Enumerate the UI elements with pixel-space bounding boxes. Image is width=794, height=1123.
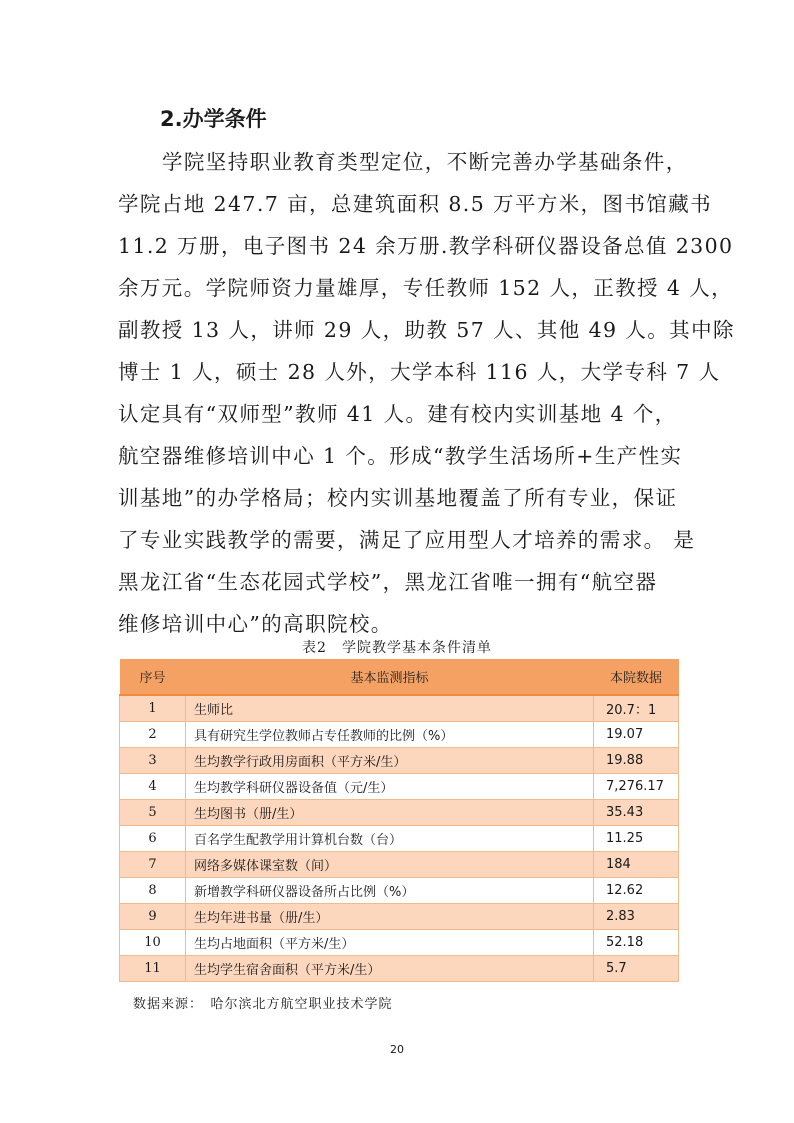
row-value: 20.7：1 xyxy=(594,695,679,722)
table-header-row xyxy=(120,659,679,695)
row-index: 11 xyxy=(120,956,186,982)
row-value: 12.62 xyxy=(594,878,679,904)
table-row xyxy=(120,748,679,774)
row-value: 184 xyxy=(594,852,679,878)
table-row xyxy=(120,722,679,748)
table-row xyxy=(120,800,679,826)
table-row xyxy=(120,904,679,930)
row-indicator: 具有研究生学位教师占专任教师的比例（%） xyxy=(186,722,594,748)
table-row xyxy=(120,930,679,956)
page-number: 20 xyxy=(390,1043,404,1056)
paragraph-line: 了专业实践教学的需要，满足了应用型人才培养的需求。 是 xyxy=(118,528,696,552)
row-index: 8 xyxy=(120,878,186,904)
row-index: 1 xyxy=(120,695,186,722)
row-index: 2 xyxy=(120,722,186,748)
row-index: 9 xyxy=(120,904,186,930)
section-heading: 2.办学条件 xyxy=(160,107,267,131)
row-index: 10 xyxy=(120,930,186,956)
table-row xyxy=(120,826,679,852)
row-index: 4 xyxy=(120,774,186,800)
table-row xyxy=(120,774,679,800)
row-index: 7 xyxy=(120,852,186,878)
paragraph-line: 黑龙江省“生态花园式学校”，黑龙江省唯一拥有“航空器 xyxy=(118,570,658,594)
row-index: 5 xyxy=(120,800,186,826)
row-value: 52.18 xyxy=(594,930,679,956)
paragraph-line: 训基地”的办学格局；校内实训基地覆盖了所有专业，保证 xyxy=(118,486,678,510)
paragraph-line: 11.2 万册，电子图书 24 余万册.教学科研仪器设备总值 2300 xyxy=(118,234,734,258)
conditions-table xyxy=(119,659,679,982)
row-indicator: 生均学生宿舍面积（平方米/生） xyxy=(186,956,594,982)
row-value: 35.43 xyxy=(594,800,679,826)
row-index: 6 xyxy=(120,826,186,852)
row-indicator: 新增教学科研仪器设备所占比例（%） xyxy=(186,878,594,904)
body-paragraph xyxy=(118,141,735,645)
row-value: 2.83 xyxy=(594,904,679,930)
row-indicator: 生师比 xyxy=(186,695,594,722)
paragraph-line: 博士 1 人，硕士 28 人外，大学本科 116 人，大学专科 7 人 xyxy=(118,360,721,384)
paragraph-line: 学院占地 247.7 亩，总建筑面积 8.5 万平方米，图书馆藏书 xyxy=(118,192,713,216)
row-value: 19.88 xyxy=(594,748,679,774)
table-row xyxy=(120,852,679,878)
paragraph-line: 认定具有“双师型”教师 41 人。建有校内实训基地 4 个， xyxy=(118,402,677,426)
row-indicator: 生均图书（册/生） xyxy=(186,800,594,826)
row-index: 3 xyxy=(120,748,186,774)
header-index: 序号 xyxy=(120,659,186,695)
header-value: 本院数据 xyxy=(594,659,679,695)
row-indicator: 生均教学科研仪器设备值（元/生） xyxy=(186,774,594,800)
row-value: 7,276.17 xyxy=(594,774,679,800)
row-indicator: 生均年进书量（册/生） xyxy=(186,904,594,930)
paragraph-line: 副教授 13 人，讲师 29 人，助教 57 人、其他 49 人。其中除 xyxy=(118,318,735,342)
row-value: 5.7 xyxy=(594,956,679,982)
paragraph-line: 维修培训中心”的高职院校。 xyxy=(118,612,393,636)
row-indicator: 网络多媒体课室数（间） xyxy=(186,852,594,878)
header-indicator: 基本监测指标 xyxy=(186,659,594,695)
row-indicator: 生均占地面积（平方米/生） xyxy=(186,930,594,956)
source-note: 数据来源： 哈尔滨北方航空职业技术学院 xyxy=(133,997,393,1012)
paragraph-line: 学院坚持职业教育类型定位，不断完善办学基础条件， xyxy=(162,150,688,174)
table-row xyxy=(120,956,679,982)
paragraph-line: 余万元。学院师资力量雄厚，专任教师 152 人，正教授 4 人， xyxy=(118,276,734,300)
table-row xyxy=(120,878,679,904)
row-indicator: 生均教学行政用房面积（平方米/生） xyxy=(186,748,594,774)
row-indicator: 百名学生配教学用计算机台数（台） xyxy=(186,826,594,852)
row-value: 19.07 xyxy=(594,722,679,748)
row-value: 11.25 xyxy=(594,826,679,852)
table-row xyxy=(120,695,679,722)
table-caption: 表2 学院教学基本条件清单 xyxy=(302,640,492,656)
paragraph-line: 航空器维修培训中心 1 个。形成“教学生活场所+生产性实 xyxy=(118,444,683,468)
